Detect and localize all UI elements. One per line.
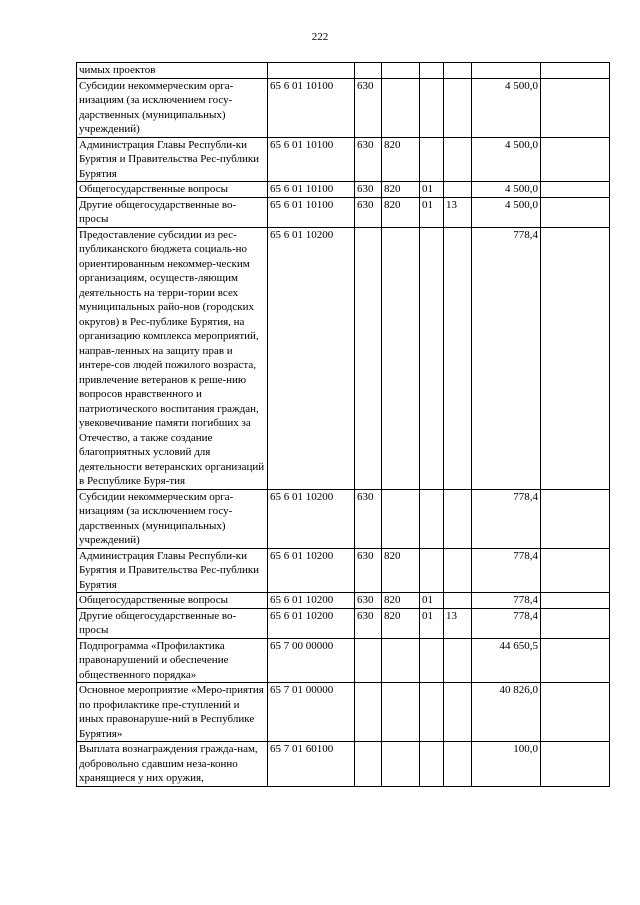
extra-cell: [541, 137, 610, 182]
subsection-cell: [444, 227, 472, 489]
extra-cell: [541, 78, 610, 137]
administrator-code-cell: 820: [382, 548, 420, 593]
subsection-cell: [444, 548, 472, 593]
subsection-cell: [444, 63, 472, 79]
administrator-code-cell: 820: [382, 182, 420, 198]
target-article-cell: 65 7 01 00000: [268, 683, 355, 742]
amount-cell: 100,0: [472, 742, 541, 787]
section-cell: 01: [420, 593, 444, 609]
section-cell: [420, 63, 444, 79]
budget-table-body: [77, 63, 610, 787]
amount-cell: 4 500,0: [472, 197, 541, 227]
expense-type-cell: [355, 63, 382, 79]
expense-type-cell: [355, 638, 382, 683]
target-article-cell: 65 6 01 10100: [268, 78, 355, 137]
table-row: [77, 197, 610, 227]
section-cell: 01: [420, 608, 444, 638]
amount-cell: 4 500,0: [472, 137, 541, 182]
expense-type-cell: 630: [355, 78, 382, 137]
table-row: [77, 608, 610, 638]
extra-cell: [541, 548, 610, 593]
administrator-code-cell: 820: [382, 137, 420, 182]
administrator-code-cell: [382, 489, 420, 548]
item-name-cell: Подпрограмма «Профилактика правонарушений и обеспечение общественного порядка»: [77, 638, 268, 683]
section-cell: [420, 548, 444, 593]
target-article-cell: 65 6 01 10200: [268, 593, 355, 609]
target-article-cell: 65 6 01 10100: [268, 182, 355, 198]
item-name-cell: Общегосударственные вопросы: [77, 593, 268, 609]
table-row: [77, 593, 610, 609]
table-row: [77, 638, 610, 683]
subsection-cell: [444, 182, 472, 198]
expense-type-cell: 630: [355, 182, 382, 198]
table-row: [77, 683, 610, 742]
item-name-cell: Общегосударственные вопросы: [77, 182, 268, 198]
subsection-cell: [444, 137, 472, 182]
amount-cell: 778,4: [472, 227, 541, 489]
item-name-cell: Другие общегосударственные во-просы: [77, 197, 268, 227]
extra-cell: [541, 593, 610, 609]
amount-cell: 778,4: [472, 608, 541, 638]
extra-cell: [541, 683, 610, 742]
expense-type-cell: [355, 683, 382, 742]
section-cell: 01: [420, 197, 444, 227]
target-article-cell: 65 6 01 10200: [268, 227, 355, 489]
amount-cell: 778,4: [472, 489, 541, 548]
item-name-cell: Администрация Главы Республи-ки Бурятия и Правительства Рес-публики Бурятия: [77, 137, 268, 182]
target-article-cell: 65 6 01 10200: [268, 608, 355, 638]
amount-cell: 4 500,0: [472, 78, 541, 137]
section-cell: [420, 137, 444, 182]
item-name-cell: Администрация Главы Республи-ки Бурятия и Правительства Рес-публики Бурятия: [77, 548, 268, 593]
extra-cell: [541, 489, 610, 548]
section-cell: [420, 227, 444, 489]
amount-cell: 778,4: [472, 548, 541, 593]
table-row: [77, 63, 610, 79]
table-row: [77, 182, 610, 198]
expense-type-cell: 630: [355, 197, 382, 227]
target-article-cell: [268, 63, 355, 79]
section-cell: 01: [420, 182, 444, 198]
subsection-cell: 13: [444, 608, 472, 638]
item-name-cell: чимых проектов: [77, 63, 268, 79]
item-name-cell: Другие общегосударственные во-просы: [77, 608, 268, 638]
administrator-code-cell: 820: [382, 593, 420, 609]
subsection-cell: [444, 489, 472, 548]
section-cell: [420, 78, 444, 137]
extra-cell: [541, 63, 610, 79]
extra-cell: [541, 638, 610, 683]
administrator-code-cell: 820: [382, 197, 420, 227]
administrator-code-cell: [382, 78, 420, 137]
extra-cell: [541, 197, 610, 227]
administrator-code-cell: [382, 742, 420, 787]
table-row: [77, 137, 610, 182]
subsection-cell: [444, 683, 472, 742]
section-cell: [420, 638, 444, 683]
budget-table: [76, 62, 610, 787]
section-cell: [420, 683, 444, 742]
subsection-cell: [444, 593, 472, 609]
target-article-cell: 65 7 00 00000: [268, 638, 355, 683]
expense-type-cell: [355, 742, 382, 787]
administrator-code-cell: [382, 227, 420, 489]
subsection-cell: [444, 742, 472, 787]
extra-cell: [541, 227, 610, 489]
subsection-cell: [444, 78, 472, 137]
section-cell: [420, 742, 444, 787]
item-name-cell: Субсидии некоммерческим орга-низациям (за исключением госу-дарственных (муниципальных) учреждений): [77, 489, 268, 548]
extra-cell: [541, 742, 610, 787]
administrator-code-cell: [382, 63, 420, 79]
extra-cell: [541, 608, 610, 638]
item-name-cell: Основное мероприятие «Меро-приятия по профилактике пре-ступлений и иных правонаруше-ний в Республике Бурятия»: [77, 683, 268, 742]
expense-type-cell: 630: [355, 489, 382, 548]
expense-type-cell: [355, 227, 382, 489]
item-name-cell: Субсидии некоммерческим орга-низациям (за исключением госу-дарственных (муниципальных) учреждений): [77, 78, 268, 137]
expense-type-cell: 630: [355, 608, 382, 638]
extra-cell: [541, 182, 610, 198]
target-article-cell: 65 6 01 10100: [268, 197, 355, 227]
item-name-cell: Выплата вознаграждения гражда-нам, добровольно сдавшим неза-конно хранящиеся у них оружия,: [77, 742, 268, 787]
target-article-cell: 65 6 01 10100: [268, 137, 355, 182]
amount-cell: [472, 63, 541, 79]
expense-type-cell: 630: [355, 137, 382, 182]
target-article-cell: 65 6 01 10200: [268, 489, 355, 548]
section-cell: [420, 489, 444, 548]
table-row: [77, 742, 610, 787]
expense-type-cell: 630: [355, 548, 382, 593]
target-article-cell: 65 6 01 10200: [268, 548, 355, 593]
expense-type-cell: 630: [355, 593, 382, 609]
page-number: 222: [311, 31, 329, 43]
subsection-cell: 13: [444, 197, 472, 227]
administrator-code-cell: 820: [382, 608, 420, 638]
amount-cell: 778,4: [472, 593, 541, 609]
amount-cell: 40 826,0: [472, 683, 541, 742]
table-row: [77, 548, 610, 593]
subsection-cell: [444, 638, 472, 683]
administrator-code-cell: [382, 683, 420, 742]
table-row: [77, 78, 610, 137]
target-article-cell: 65 7 01 60100: [268, 742, 355, 787]
table-row: [77, 227, 610, 489]
amount-cell: 44 650,5: [472, 638, 541, 683]
item-name-cell: Предоставление субсидии из рес-публиканского бюджета социаль-но ориентированным некоммер-ческим организациям, осуществ-ляющим деятельность на терри-тории всех муниципальных райо-нов (городских округов) в Рес-публике Бурятия, на организацию комплекса мероприятий, направ-ленных на защиту прав и интере-сов людей пожилого возраста, привлечение ветеранов к реше-нию вопросов нравственного и патриотического воспитания граждан, увековечивание памяти погибших за Отечество, а также создание благоприятных условий для деятельности ветеранских организаций в Республике Буря-тия: [77, 227, 268, 489]
administrator-code-cell: [382, 638, 420, 683]
table-row: [77, 489, 610, 548]
amount-cell: 4 500,0: [472, 182, 541, 198]
